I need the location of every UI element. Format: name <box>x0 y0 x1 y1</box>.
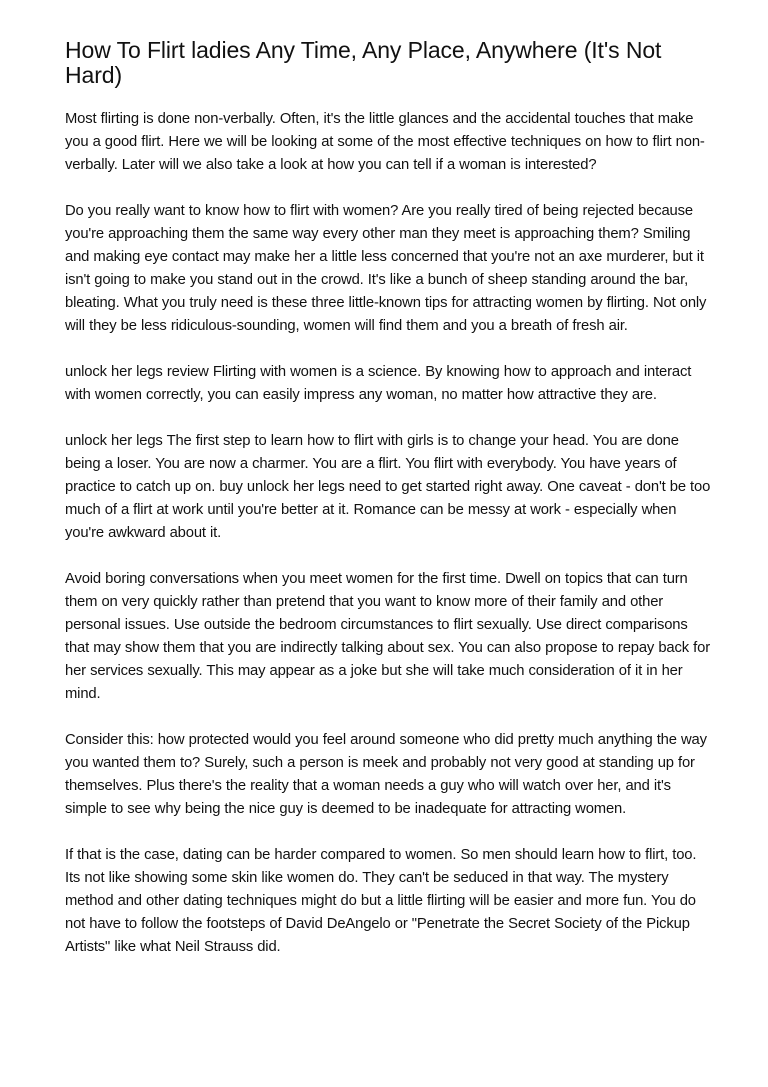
page-title: How To Flirt ladies Any Time, Any Place, Anywhere (It's Not Hard) <box>65 37 662 88</box>
paragraph: Do you really want to know how to flirt with women? Are you really tired of being rejected because you're approaching them the same way every other man they meet is approaching them? Smiling and making eye contact may make her a little less concerned that you're not an axe murderer, but it isn't going to make you stand out in the crowd. It's like a bunch of sheep standing around the bar, bleating. What you truly need is these three little-known tips for attracting women by flirting. Not only will they be less ridiculous-sounding, women will find them and you a breath of fresh air. <box>65 203 707 334</box>
paragraph: Avoid boring conversations when you meet women for the first time. Dwell on topics that can turn them on very quickly rather than pretend that you want to know more of their family and other personal issues. Use outside the bedroom circumstances to flirt sexually. Use direct comparisons that may show them that you are indirectly talking about sex. You can also propose to repay back for her services sexually. This may appear as a joke but she will take much consideration of it in her mind. <box>65 571 710 702</box>
paragraph: Consider this: how protected would you feel around someone who did pretty much anything the way you wanted them to? Surely, such a person is meek and probably not very good at standing up for themselves. Plus there's the reality that a woman needs a guy who will watch over her, and it's simple to see why being the nice guy is deemed to be inadequate for attracting women. <box>65 732 707 817</box>
paragraph: Most flirting is done non-verbally. Often, it's the little glances and the accidental touches that make you a good flirt. Here we will be looking at some of the most effective techniques on how to flirt non-verbally. Later will we also take a look at how you can tell if a woman is interested? <box>65 111 705 173</box>
paragraph: unlock her legs review Flirting with women is a science. By knowing how to approach and interact with women correctly, you can easily impress any woman, no matter how attractive they are. <box>65 364 692 403</box>
paragraph: If that is the case, dating can be harder compared to women. So men should learn how to flirt, too. Its not like showing some skin like women do. They can't be seduced in that way. The mystery method and other dating techniques might do but a little flirting will be easier and more fun. You do not have to follow the footsteps of David DeAngelo or "Penetrate the Secret Society of the Pickup Artists" like what Neil Strauss did. <box>65 847 697 955</box>
paragraph: unlock her legs The first step to learn how to flirt with girls is to change your head. You are done being a loser. You are now a charmer. You are a flirt. You flirt with everybody. You have years of practice to catch up on. buy unlock her legs need to get started right away. One caveat - don't be too much of a flirt at work until you're better at it. Romance can be messy at work - especially when you're awkward about it. <box>65 433 711 541</box>
